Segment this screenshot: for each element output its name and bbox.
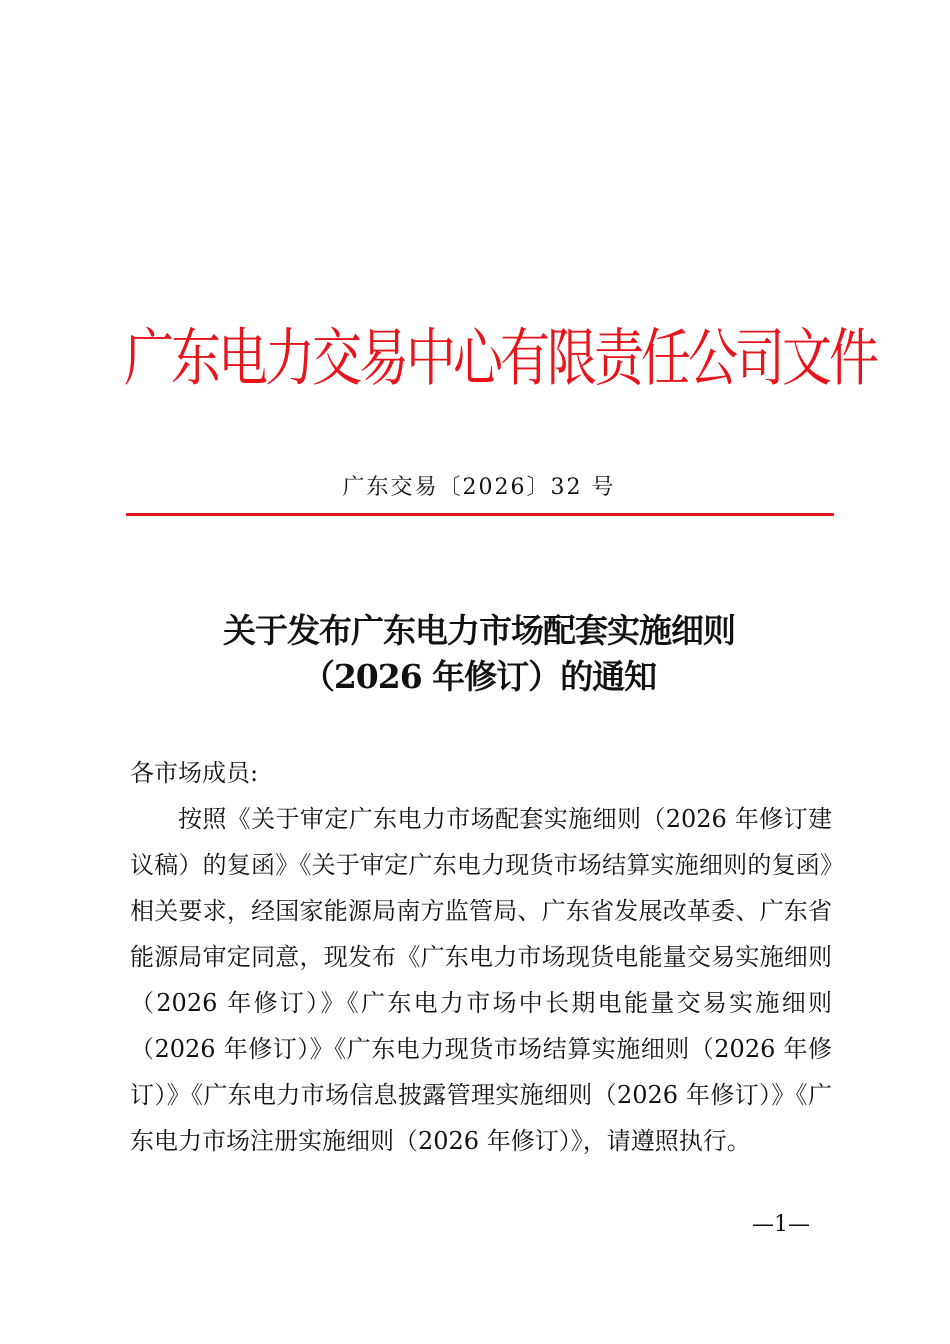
notice-title xyxy=(124,608,834,700)
body-paragraph: 按照《关于审定广东电力市场配套实施细则（2026 年修订建议稿）的复函》《关于审定广东电力现货市场结算实施细则的复函》相关要求，经国家能源局南方监管局、广东省发展改革委、广东省能源局审定同意，现发布《广东电力市场现货电能量交易实施细则（2026 年修订）》《广东电力市场中长期电能量交易实施细则（2026 年修订）》《广东电力现货市场结算实施细则（2026 年修订）》《广东电力市场信息披露管理实施细则（2026 年修订）》《广东电力市场注册实施细则（2026 年修订）》，请遵照执行。 xyxy=(130,805,832,1155)
notice-body xyxy=(130,750,832,1164)
notice-title-line-2: （2026 年修订）的通知 xyxy=(301,657,657,696)
page-number: —1— xyxy=(752,1212,810,1237)
notice-title-line-1: 关于发布广东电力市场配套实施细则 xyxy=(223,611,735,650)
salutation: 各市场成员: xyxy=(130,759,259,787)
red-divider-line xyxy=(126,513,834,516)
document-number: 广东交易〔2026〕32 号 xyxy=(342,475,616,500)
masthead-title: 广东电力交易中心有限责任公司文件 xyxy=(124,321,876,395)
